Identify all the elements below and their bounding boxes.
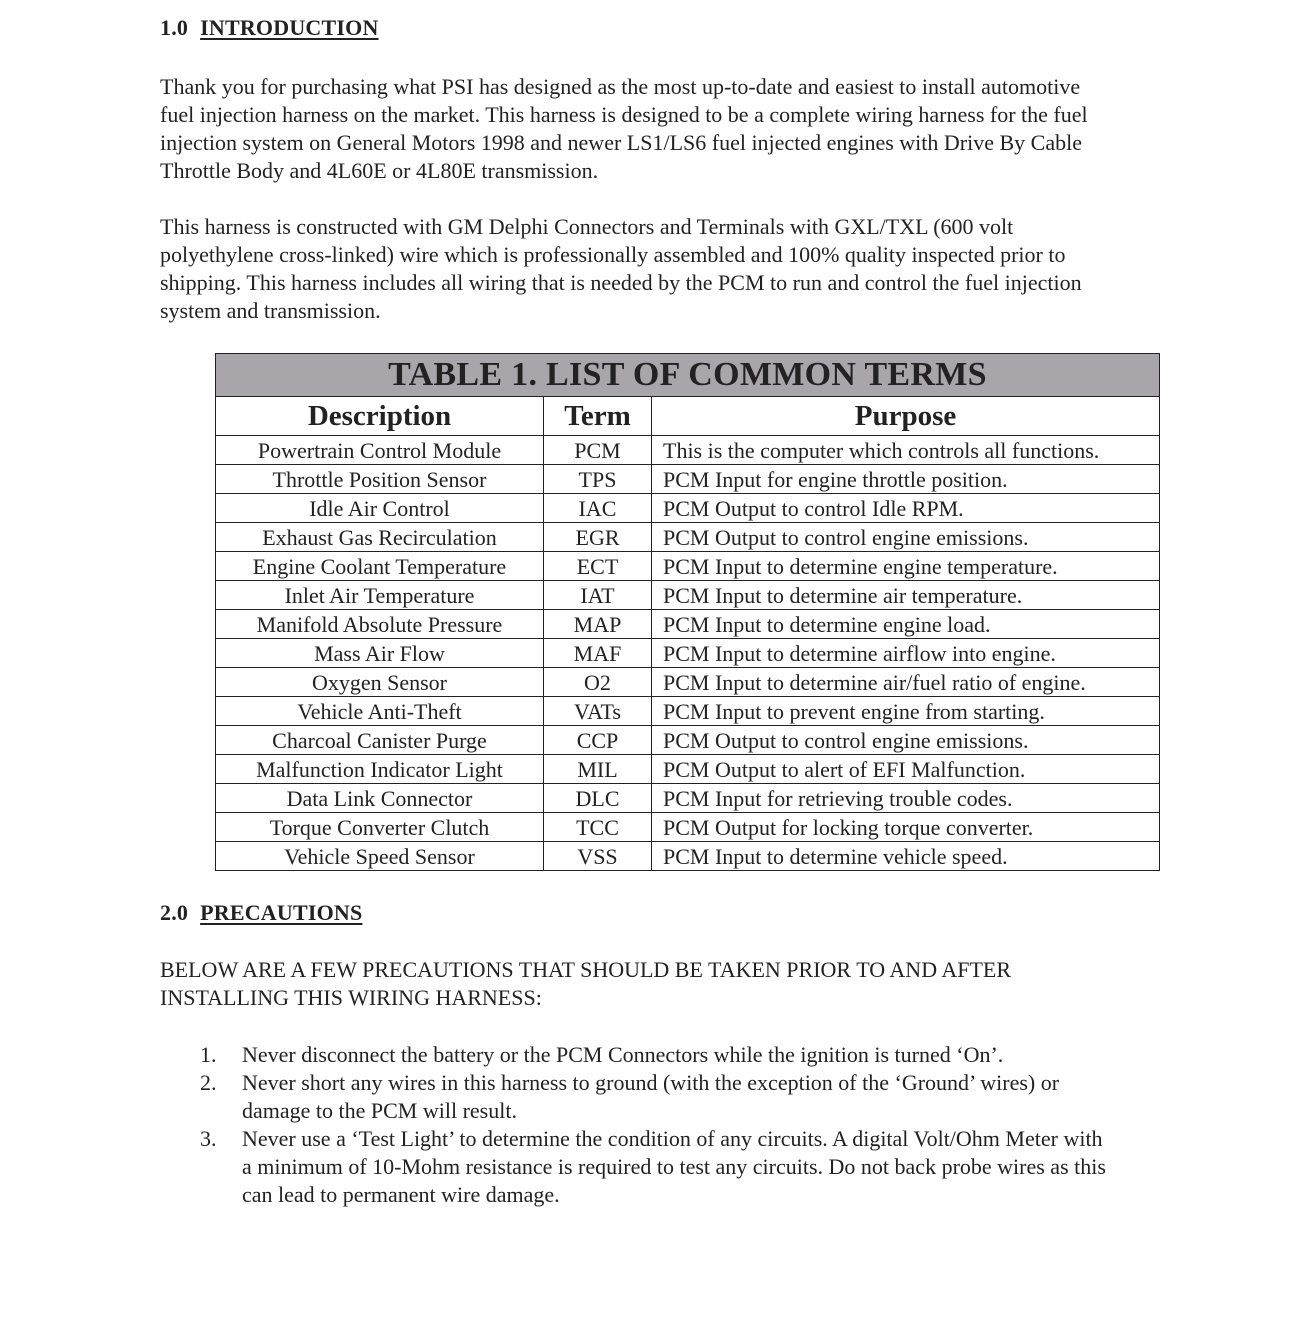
- precautions-heading: [160, 900, 362, 926]
- term-cell: MAP: [544, 610, 652, 639]
- paragraph-line: BELOW ARE A FEW PRECAUTIONS THAT SHOULD BE TAKEN PRIOR TO AND AFTER: [160, 957, 1012, 982]
- paragraph-line: polyethylene cross-linked) wire which is professionally assembled and 100% quality inspected prior to: [160, 242, 1066, 267]
- table-row: [216, 610, 1160, 639]
- introduction-heading: [160, 15, 379, 41]
- purpose-cell: PCM Output for locking torque converter.: [652, 813, 1160, 842]
- description-cell: Throttle Position Sensor: [216, 465, 544, 494]
- purpose-cell: PCM Input to prevent engine from starting.: [652, 697, 1160, 726]
- list-item-number: 3.: [200, 1126, 217, 1151]
- term-cell: CCP: [544, 726, 652, 755]
- table-row: [216, 842, 1160, 871]
- term-cell: VSS: [544, 842, 652, 871]
- precautions-number: 2.0: [160, 900, 189, 925]
- common-terms-table: [215, 353, 1160, 871]
- table-caption-row: [216, 354, 1160, 397]
- term-cell: MAF: [544, 639, 652, 668]
- term-cell: PCM: [544, 436, 652, 465]
- description-cell: Engine Coolant Temperature: [216, 552, 544, 581]
- table-row: [216, 639, 1160, 668]
- paragraph-line: shipping. This harness includes all wiring that is needed by the PCM to run and control the fuel injection: [160, 270, 1082, 295]
- purpose-cell: PCM Input to determine airflow into engine.: [652, 639, 1160, 668]
- purpose-cell: PCM Input to determine vehicle speed.: [652, 842, 1160, 871]
- list-item: [160, 1041, 1220, 1069]
- precautions-list: [160, 1041, 1220, 1209]
- term-cell: IAT: [544, 581, 652, 610]
- description-cell: Exhaust Gas Recirculation: [216, 523, 544, 552]
- purpose-cell: PCM Output to control Idle RPM.: [652, 494, 1160, 523]
- list-item-number: 1.: [200, 1042, 217, 1067]
- table-row: [216, 784, 1160, 813]
- precautions-title: PRECAUTIONS: [200, 900, 363, 925]
- description-cell: Oxygen Sensor: [216, 668, 544, 697]
- table-header-row: [216, 397, 1160, 436]
- term-cell: ECT: [544, 552, 652, 581]
- purpose-cell: PCM Output to alert of EFI Malfunction.: [652, 755, 1160, 784]
- description-cell: Manifold Absolute Pressure: [216, 610, 544, 639]
- paragraph-line: Throttle Body and 4L60E or 4L80E transmission.: [160, 158, 599, 183]
- purpose-cell: PCM Input to determine air/fuel ratio of engine.: [652, 668, 1160, 697]
- paragraph-line: injection system on General Motors 1998 and newer LS1/LS6 fuel injected engines with Drive By Cable: [160, 130, 1082, 155]
- list-item-line: Never disconnect the battery or the PCM Connectors while the ignition is turned ‘On’.: [242, 1042, 1004, 1067]
- introduction-paragraph-2: [160, 213, 1220, 325]
- introduction-paragraph-1: [160, 73, 1220, 185]
- table-row: [216, 581, 1160, 610]
- list-item-line: can lead to permanent wire damage.: [242, 1182, 560, 1207]
- purpose-cell: PCM Input to determine engine load.: [652, 610, 1160, 639]
- description-cell: Powertrain Control Module: [216, 436, 544, 465]
- paragraph-line: system and transmission.: [160, 298, 381, 323]
- table-row: [216, 755, 1160, 784]
- table-row: [216, 813, 1160, 842]
- paragraph-line: INSTALLING THIS WIRING HARNESS:: [160, 985, 542, 1010]
- description-cell: Mass Air Flow: [216, 639, 544, 668]
- term-cell: DLC: [544, 784, 652, 813]
- list-item: [160, 1069, 1220, 1125]
- description-cell: Malfunction Indicator Light: [216, 755, 544, 784]
- description-cell: Inlet Air Temperature: [216, 581, 544, 610]
- description-cell: Idle Air Control: [216, 494, 544, 523]
- column-header-term: Term: [544, 397, 652, 436]
- term-cell: EGR: [544, 523, 652, 552]
- table-row: [216, 668, 1160, 697]
- purpose-cell: PCM Output to control engine emissions.: [652, 523, 1160, 552]
- list-item-line: a minimum of 10-Mohm resistance is required to test any circuits. Do not back probe wires as this: [242, 1154, 1106, 1179]
- description-cell: Torque Converter Clutch: [216, 813, 544, 842]
- list-item-line: damage to the PCM will result.: [242, 1098, 517, 1123]
- purpose-cell: PCM Input to determine engine temperature.: [652, 552, 1160, 581]
- list-item-number: 2.: [200, 1070, 217, 1095]
- term-cell: TCC: [544, 813, 652, 842]
- purpose-cell: PCM Input for engine throttle position.: [652, 465, 1160, 494]
- description-cell: Charcoal Canister Purge: [216, 726, 544, 755]
- list-item-line: Never use a ‘Test Light’ to determine the condition of any circuits. A digital Volt/Ohm Meter with: [242, 1126, 1103, 1151]
- purpose-cell: PCM Output to control engine emissions.: [652, 726, 1160, 755]
- table-row: [216, 436, 1160, 465]
- term-cell: TPS: [544, 465, 652, 494]
- table-row: [216, 726, 1160, 755]
- term-cell: VATs: [544, 697, 652, 726]
- purpose-cell: PCM Input for retrieving trouble codes.: [652, 784, 1160, 813]
- paragraph-line: This harness is constructed with GM Delphi Connectors and Terminals with GXL/TXL (600 volt: [160, 214, 1014, 239]
- table-row: [216, 523, 1160, 552]
- table-caption: TABLE 1. LIST OF COMMON TERMS: [216, 354, 1160, 397]
- paragraph-line: Thank you for purchasing what PSI has designed as the most up-to-date and easiest to install automotive: [160, 74, 1081, 99]
- table-row: [216, 494, 1160, 523]
- term-cell: MIL: [544, 755, 652, 784]
- description-cell: Vehicle Speed Sensor: [216, 842, 544, 871]
- list-item-line: Never short any wires in this harness to ground (with the exception of the ‘Ground’ wires) or: [242, 1070, 1060, 1095]
- description-cell: Vehicle Anti-Theft: [216, 697, 544, 726]
- table-row: [216, 465, 1160, 494]
- table-row: [216, 552, 1160, 581]
- column-header-description: Description: [216, 397, 544, 436]
- paragraph-line: fuel injection harness on the market. This harness is designed to be a complete wiring harness for the fuel: [160, 102, 1088, 127]
- purpose-cell: PCM Input to determine air temperature.: [652, 581, 1160, 610]
- precautions-intro: [160, 956, 1220, 1012]
- term-cell: O2: [544, 668, 652, 697]
- column-header-purpose: Purpose: [652, 397, 1160, 436]
- purpose-cell: This is the computer which controls all functions.: [652, 436, 1160, 465]
- list-item: [160, 1125, 1220, 1209]
- term-cell: IAC: [544, 494, 652, 523]
- introduction-title: INTRODUCTION: [200, 15, 379, 40]
- description-cell: Data Link Connector: [216, 784, 544, 813]
- table-row: [216, 697, 1160, 726]
- introduction-number: 1.0: [160, 15, 189, 40]
